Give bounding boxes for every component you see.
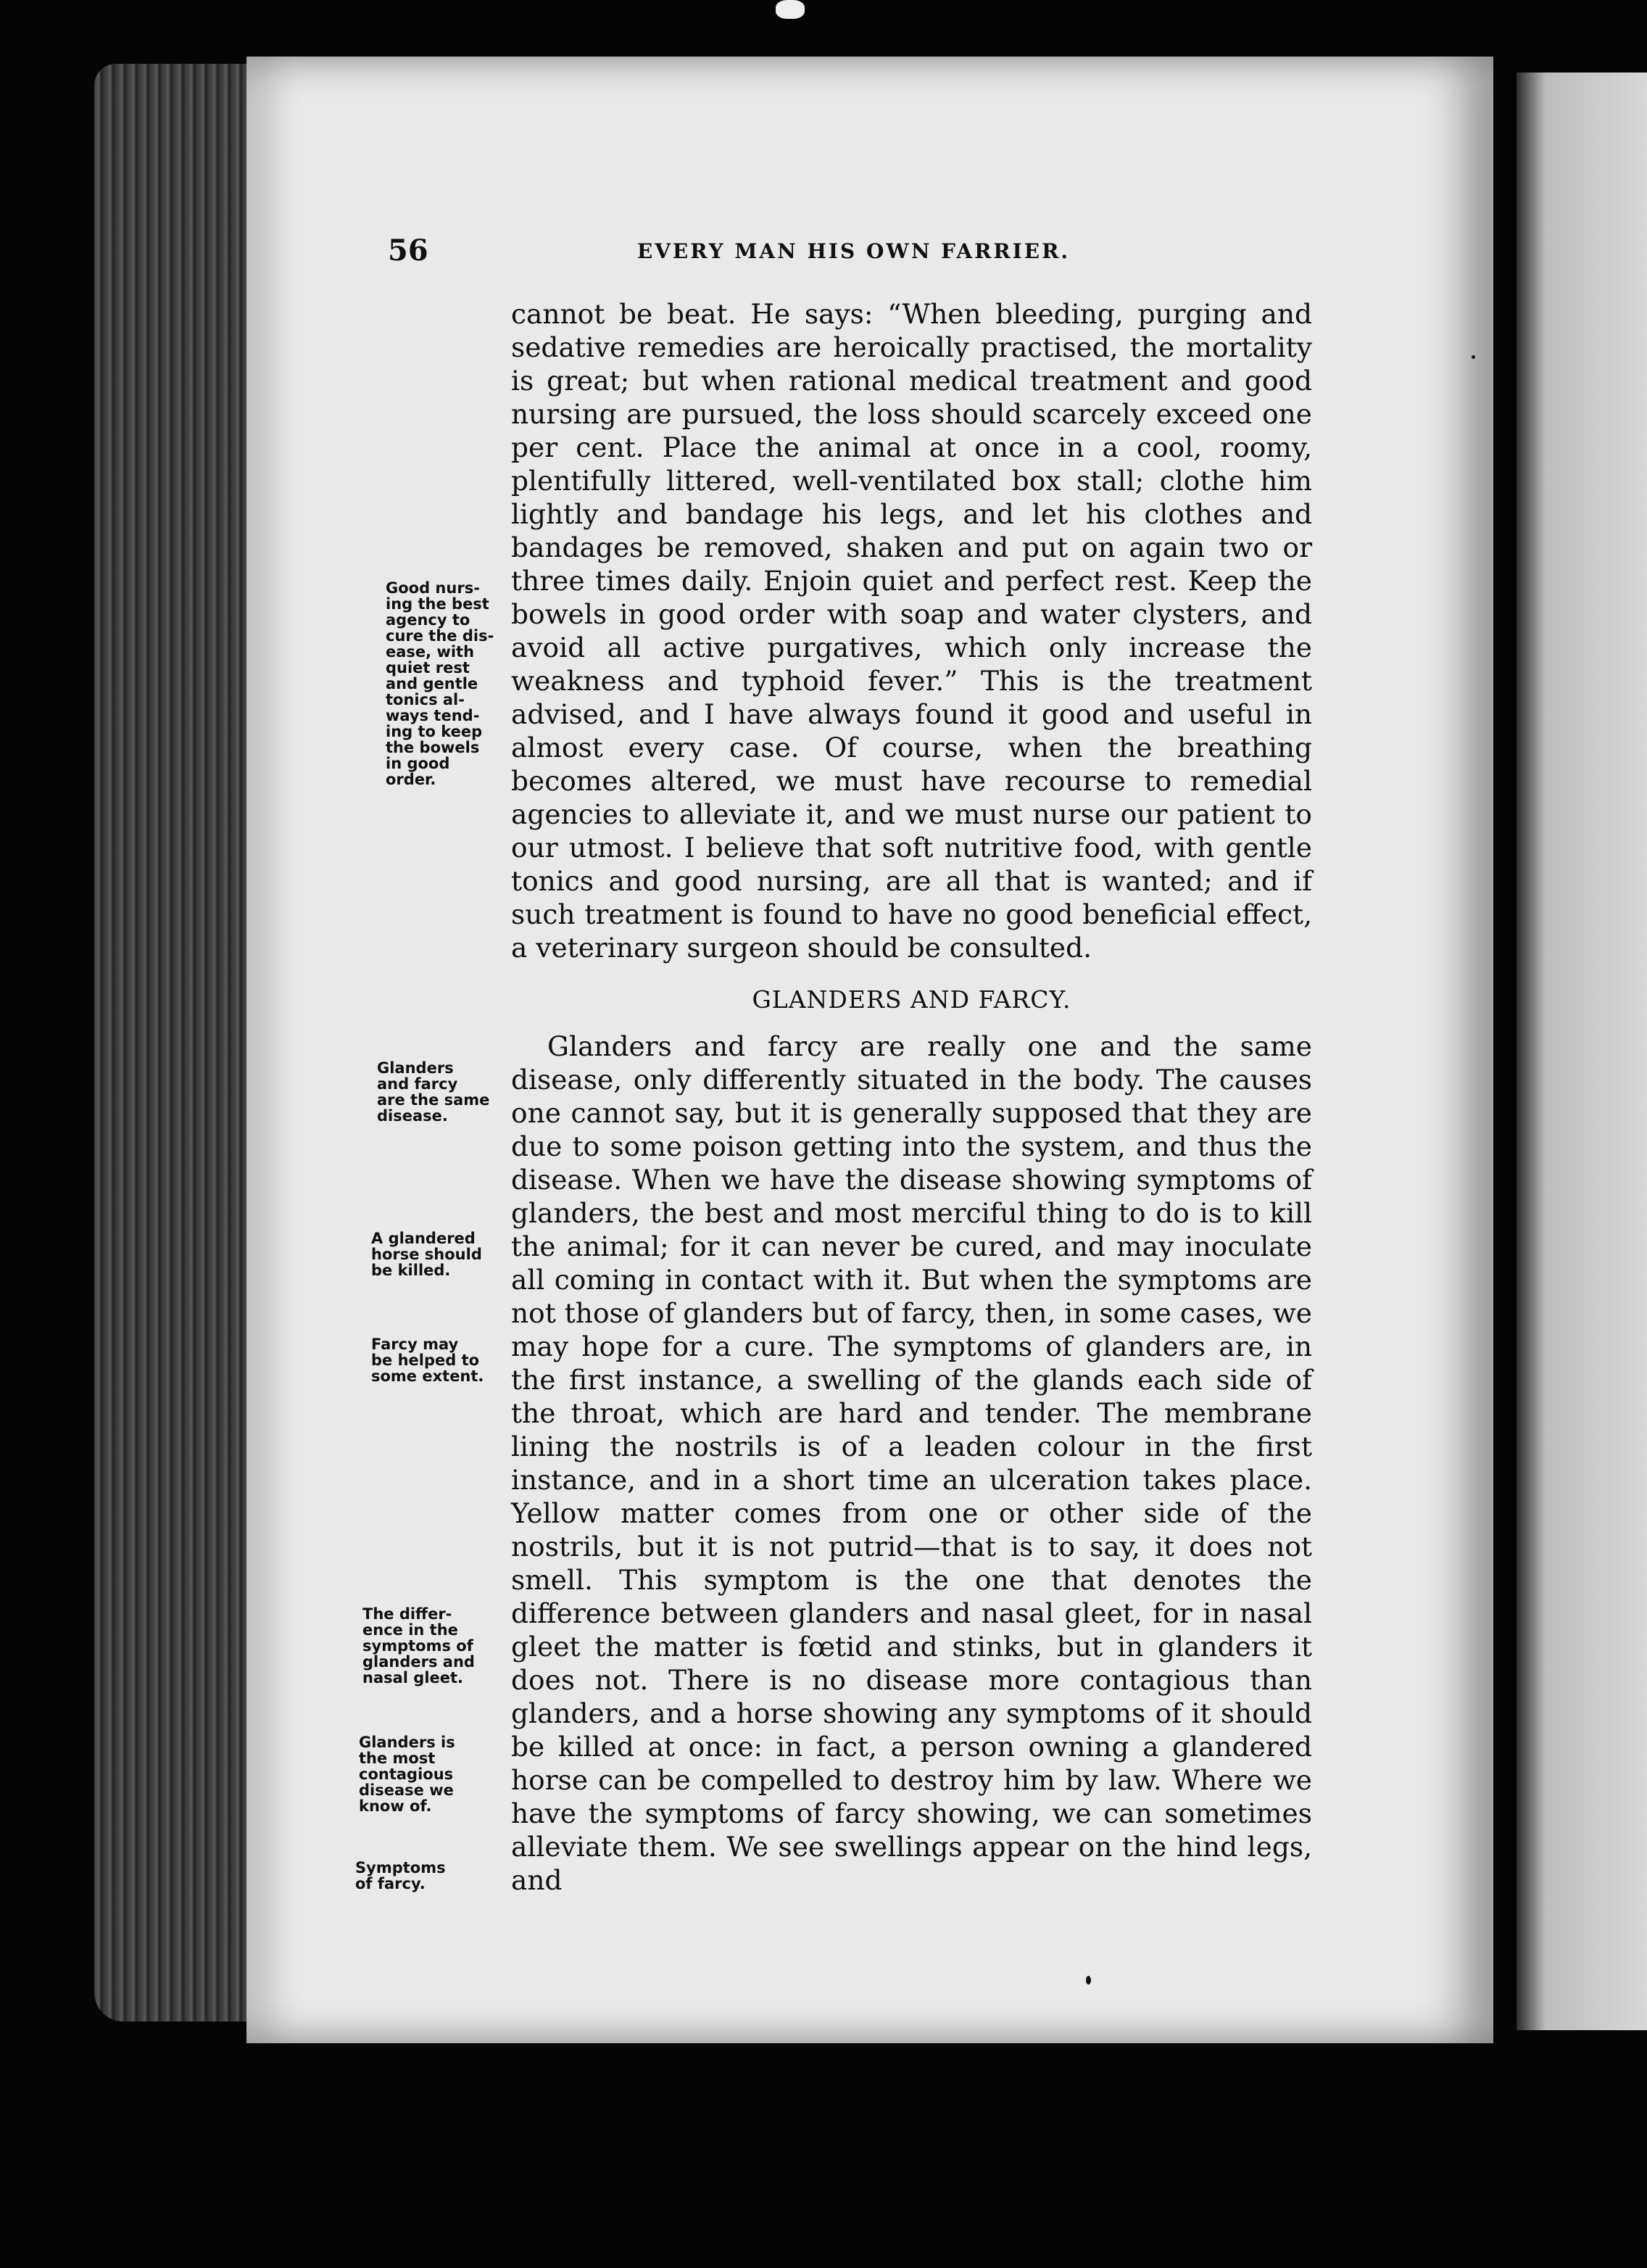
paragraph: Glanders and farcy are really one and the same disease, only differently situated in the body. The causes one cannot say, but it is generally supposed that they are due to some poison getting into the system, and thus the disease. When we have the disease showing symptoms of glanders, the best and most merciful thing to do is to kill the animal; for it can never be cured, and may inoculate all coming in contact with it. But when the symptoms are not those of glanders but of farcy, then, in some cases, we may hope for a cure. The symptoms of glanders are, in the first instance, a swelling of the glands each side of the throat, which are hard and tender. The membrane lining the nostrils is of a leaden colour in the first instance, and in a short time an ulceration takes place. Yellow matter comes from one or other side of the nostrils, but it is not putrid—that is to say, it does not smell. This symptom is the one that denotes the difference between glanders and nasal gleet, for in nasal gleet the matter is fœtid and stinks, but in glanders it does not. There is no disease more contagious than glanders, and a horse showing any symptoms of it should be killed at once: in fact, a person owning a glandered horse can be compelled to destroy him by law. Where we have the symptoms of farcy showing, we can sometimes alleviate them. We see swellings appear on the hind legs, and bbox=[511, 1030, 1312, 1896]
margin-note: The differ- ence in the symptoms of glanders and nasal gleet. bbox=[362, 1605, 475, 1686]
margin-note: Glanders is the most contagious disease we know of. bbox=[359, 1734, 455, 1815]
ink-speck bbox=[1086, 1976, 1091, 1984]
facing-page-edge bbox=[1517, 73, 1647, 2030]
paper-scrap bbox=[776, 0, 805, 19]
section-heading: GLANDERS AND FARCY. bbox=[752, 985, 1071, 1014]
margin-note: Glanders and farcy are the same disease. bbox=[377, 1059, 490, 1125]
book-page-edges bbox=[94, 64, 250, 2021]
paragraph: cannot be beat. He says: “When bleeding, purging and sedative remedies are heroically practised, the mortality is great; but when rational medical treatment and good nursing are pursued, the loss should scarcely exceed one per cent. Place the animal at once in a cool, roomy, plentifully littered, well-ventilated box stall; clothe him lightly and bandage his legs, and let his clothes and bandages be removed, shaken and put on again two or three times daily. Enjoin quiet and perfect rest. Keep the bowels in good order with soap and water clysters, and avoid all active purgatives, which only increase the weakness and typhoid fever.” This is the treatment advised, and I have always found it good and useful in almost every case. Of course, when the breathing becomes altered, we must have recourse to remedial agencies to alleviate it, and we must nurse our patient to our utmost. I believe that soft nutritive food, with gentle tonics and good nursing, are all that is wanted; and if such treatment is found to have no good beneficial effect, a veterinary surgeon should be consulted. bbox=[511, 298, 1312, 964]
body-text bbox=[511, 297, 1312, 1897]
margin-note: Good nurs- ing the best agency to cure the dis- ease, with quiet rest and gentle tonics al- ways tend- ing to keep the bowels in good order. bbox=[386, 579, 494, 788]
running-title: EVERY MAN HIS OWN FARRIER. bbox=[636, 239, 1071, 263]
page-number: 56 bbox=[388, 233, 428, 268]
running-head bbox=[388, 233, 1319, 270]
margin-note: A glandered horse should be killed. bbox=[371, 1230, 482, 1279]
margin-note: Farcy may be helped to some extent. bbox=[371, 1336, 484, 1385]
margin-note: Symptoms of farcy. bbox=[355, 1859, 446, 1892]
ink-speck bbox=[1472, 355, 1475, 359]
